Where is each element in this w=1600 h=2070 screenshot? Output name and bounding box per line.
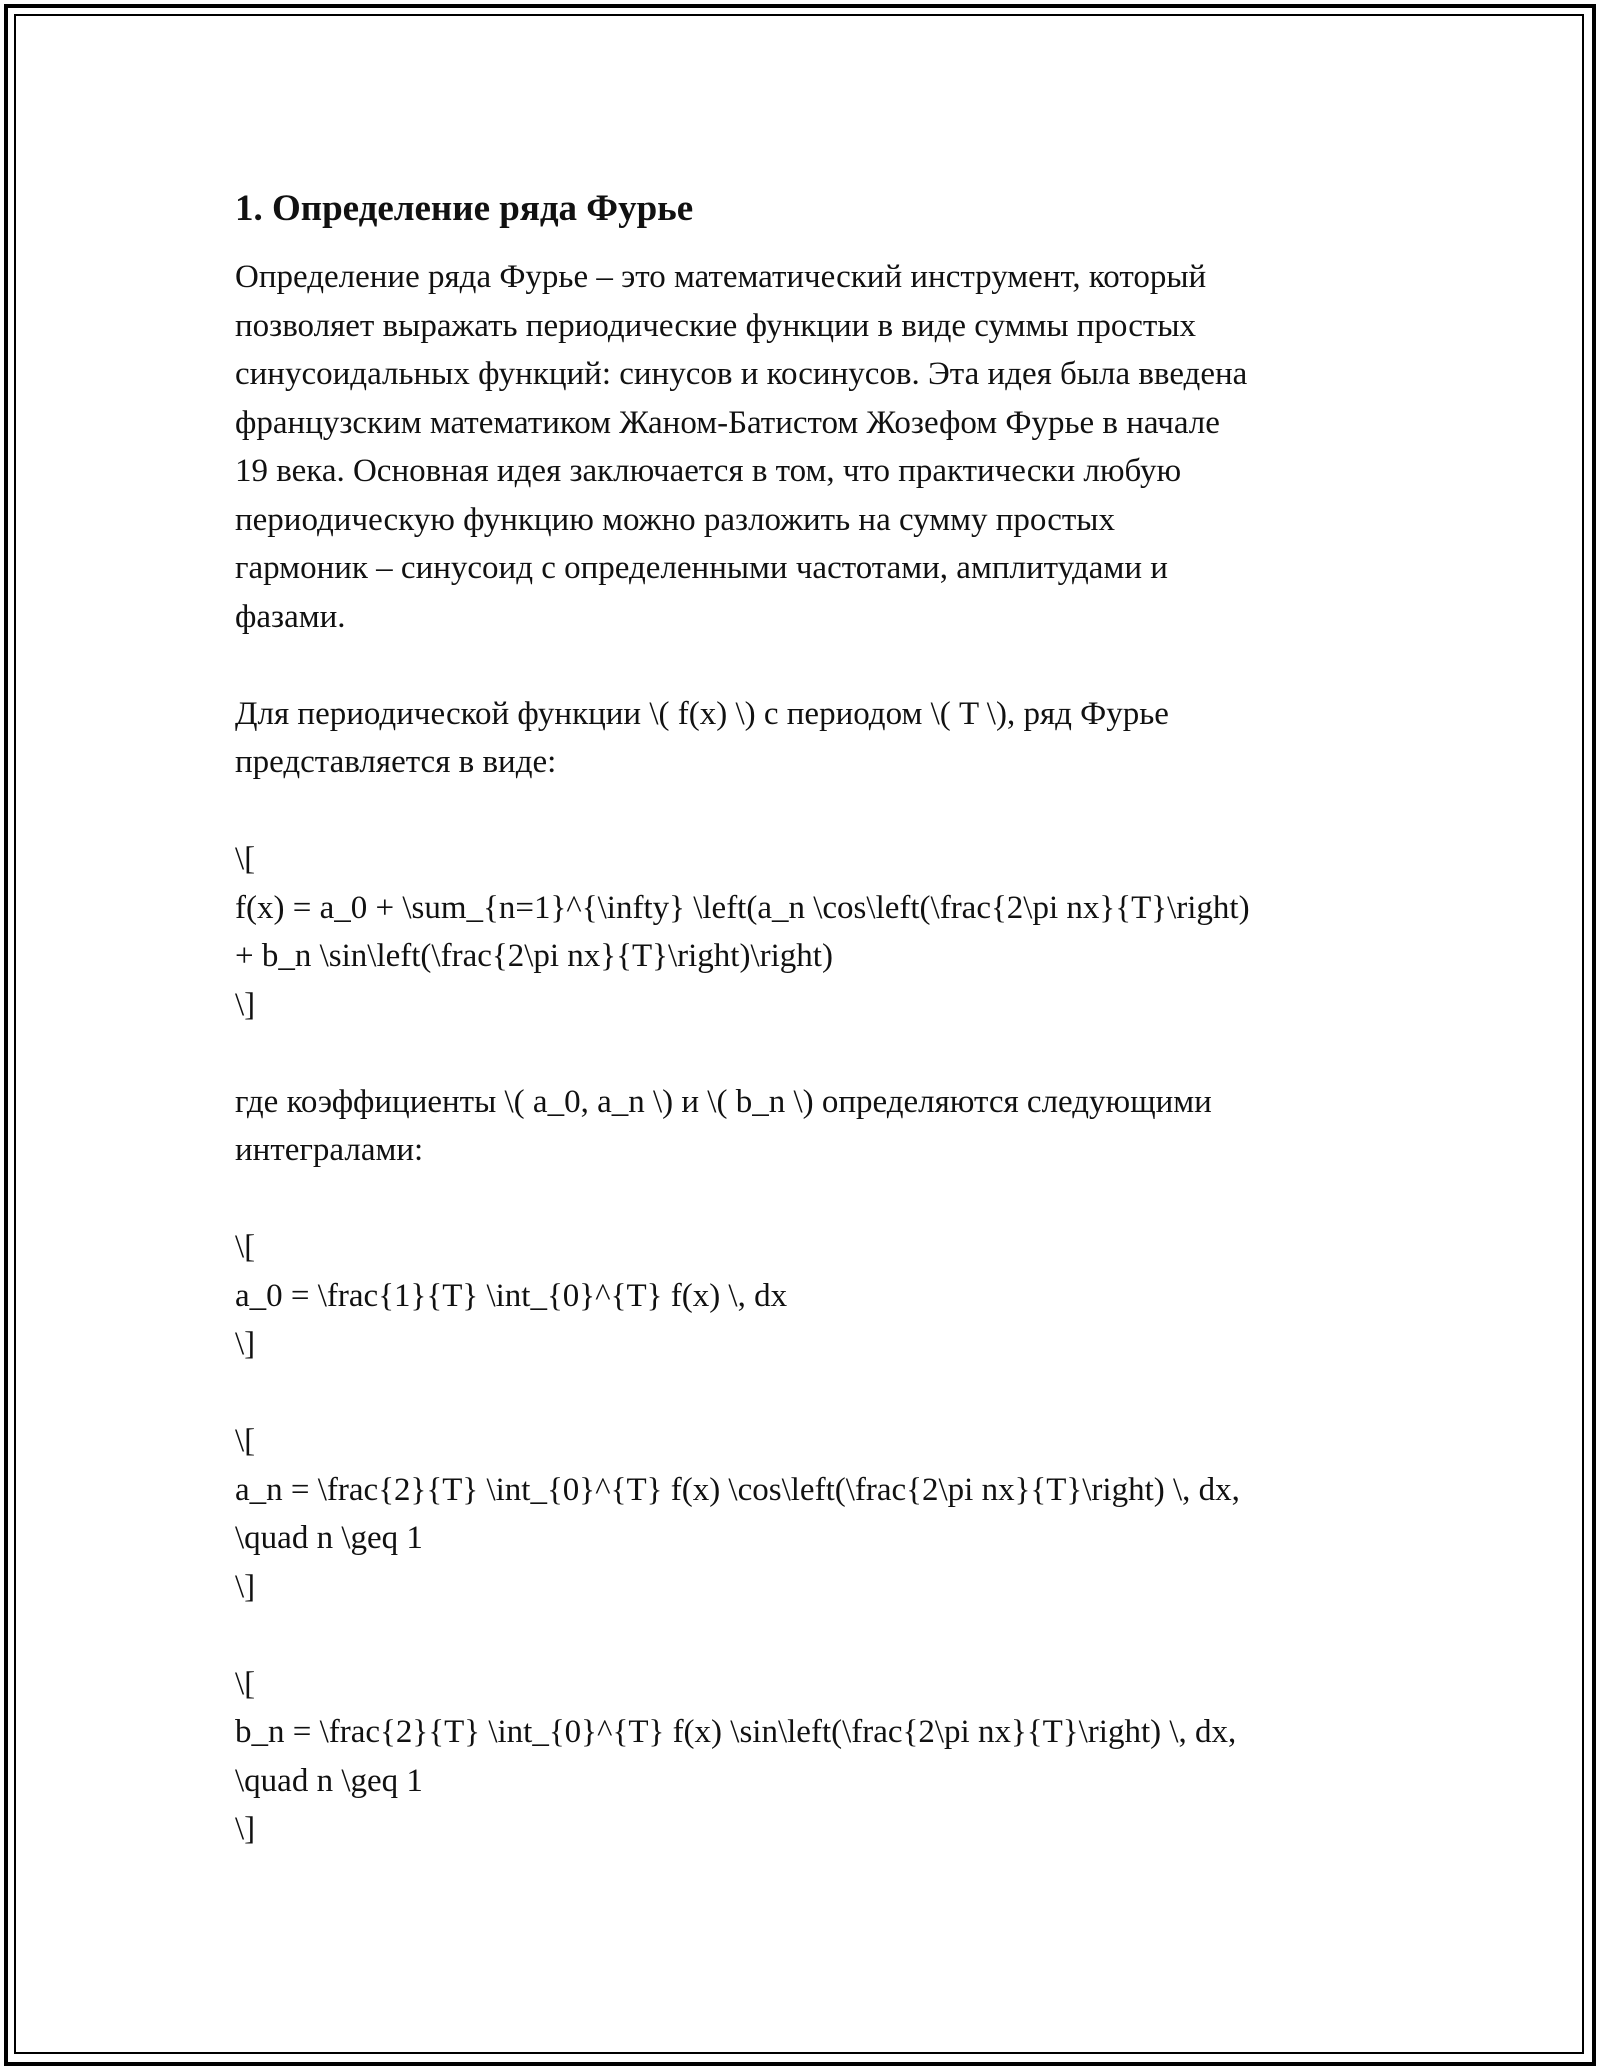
coefficients-paragraph: где коэффициенты \( a_0, a_n \) и \( b_n \) определяются следующими интегралами: — [235, 1083, 1212, 1168]
fourier-series-formula: \[ f(x) = a_0 + \sum_{n=1}^{\infty} \left(a_n \cos\left(\frac{2\pi nx}{T}\right) + b_n \sin\left(\frac{2\pi nx}{T}\right)\right) \] — [235, 841, 1250, 1023]
an-formula: \[ a_n = \frac{2}{T} \int_{0}^{T} f(x) \cos\left(\frac{2\pi nx}{T}\right) \, dx, \quad n \geq 1 \] — [235, 1423, 1240, 1605]
spacer — [235, 1029, 1415, 1078]
a0-formula: \[ a_0 = \frac{1}{T} \int_{0}^{T} f(x) \, dx \] — [235, 1229, 788, 1362]
spacer — [235, 1369, 1415, 1418]
series-intro-paragraph: Для периодической функции \( f(x) \) с периодом \( T \), ряд Фурье представляется в виде: — [235, 695, 1169, 780]
bn-formula: \[ b_n = \frac{2}{T} \int_{0}^{T} f(x) \sin\left(\frac{2\pi nx}{T}\right) \, dx, \quad n \geq 1 \] — [235, 1665, 1237, 1847]
intro-paragraph: Определение ряда Фурье – это математический инструмент, который позволяет выражать периодические функции в виде суммы простых синусоидальных функций: синусов и косинусов. Эта идея была введена французским математиком Жаном-Батистом Жозефом Фурье в начале 19 века. Основная идея заключается в том, что практически любую периодическую функцию можно разложить на сумму простых гармоник – синусоид с определенными частотами, амплитудами и фазами. — [235, 259, 1248, 635]
section-heading: 1. Определение ряда Фурье — [235, 188, 694, 229]
spacer — [235, 1611, 1415, 1660]
document-body — [235, 185, 1415, 1854]
spacer — [235, 1175, 1415, 1224]
spacer — [235, 641, 1415, 690]
spacer — [235, 787, 1415, 836]
